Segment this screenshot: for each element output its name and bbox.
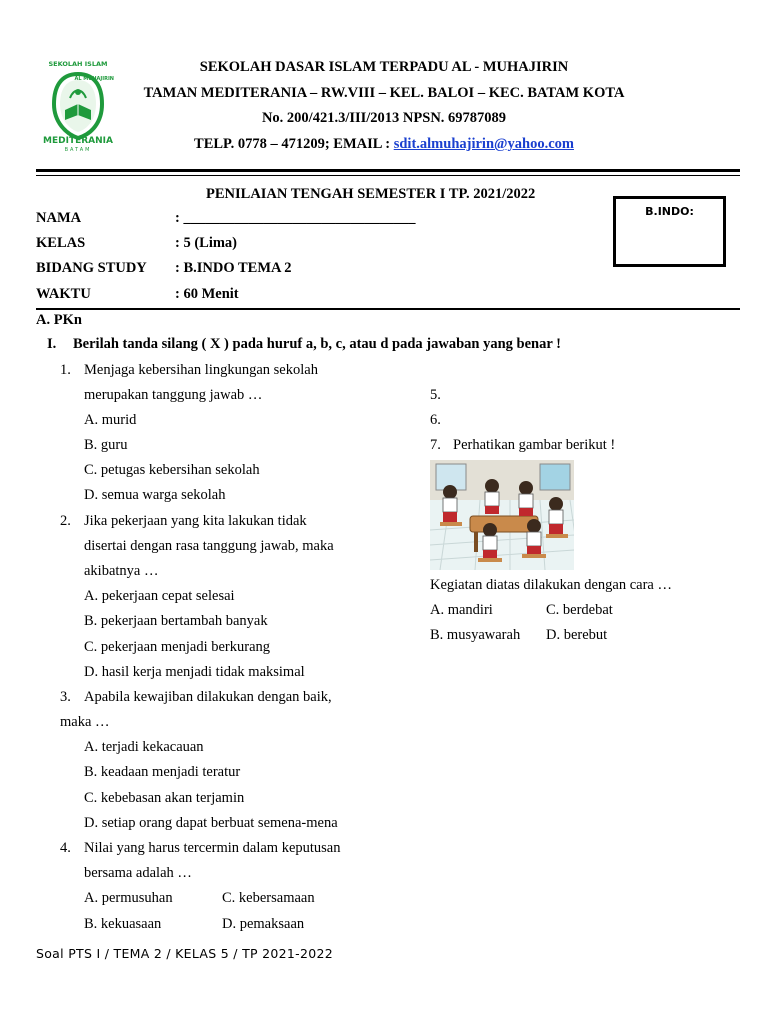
instruction-text: Berilah tanda silang ( X ) pada huruf a, b, c, atau d pada jawaban yang benar ! bbox=[73, 336, 561, 352]
question-5-number: 5. bbox=[430, 387, 441, 403]
question-7-illustration bbox=[430, 460, 574, 570]
info-rule bbox=[36, 308, 740, 310]
question-3-text-line1: Apabila kewajiban dilakukan dengan baik, bbox=[84, 689, 332, 705]
question-2-text-line2: disertai dengan rasa tanggung jawab, maka bbox=[84, 538, 334, 554]
email-link[interactable]: sdit.almuhajirin@yahoo.com bbox=[393, 136, 574, 152]
question-3-option-b[interactable]: B. keadaan menjadi teratur bbox=[84, 764, 241, 780]
field-label-kelas: KELAS bbox=[36, 235, 86, 251]
question-4-option-c[interactable]: C. kebersamaan bbox=[222, 890, 315, 906]
score-box[interactable] bbox=[613, 196, 726, 267]
question-3-number: 3. bbox=[60, 689, 71, 705]
question-4-number: 4. bbox=[60, 840, 71, 856]
school-contact bbox=[0, 136, 768, 153]
field-value-kelas: : 5 (Lima) bbox=[175, 235, 238, 251]
exam-title: PENILAIAN TENGAH SEMESTER I TP. 2021/2022 bbox=[206, 186, 536, 202]
question-1-option-b[interactable]: B. guru bbox=[84, 437, 128, 453]
header-rule-thin bbox=[36, 175, 740, 176]
logo-top-text: SEKOLAH ISLAM bbox=[48, 60, 108, 68]
question-2-option-c[interactable]: C. pekerjaan menjadi berkurang bbox=[84, 639, 271, 655]
header-rule-thick bbox=[36, 169, 740, 172]
question-7-option-b[interactable]: B. musyawarah bbox=[430, 627, 521, 643]
question-2-text-line1: Jika pekerjaan yang kita lakukan tidak bbox=[84, 513, 307, 529]
question-2-number: 2. bbox=[60, 513, 71, 529]
question-6-number: 6. bbox=[430, 412, 441, 428]
question-1-text-line2: merupakan tanggung jawab … bbox=[84, 387, 263, 403]
school-address: TAMAN MEDITERANIA – RW.VIII – KEL. BALOI – KEC. BATAM KOTA bbox=[143, 85, 625, 101]
question-7-number: 7. bbox=[430, 437, 441, 453]
question-4-option-a[interactable]: A. permusuhan bbox=[84, 890, 173, 906]
field-value-bidang-study: : B.INDO TEMA 2 bbox=[175, 260, 292, 276]
question-4-text-line1: Nilai yang harus tercermin dalam keputusan bbox=[84, 840, 341, 856]
question-2-option-d[interactable]: D. hasil kerja menjadi tidak maksimal bbox=[84, 664, 305, 680]
logo-bottom-sub: BATAM bbox=[64, 147, 92, 153]
question-1-option-a[interactable]: A. murid bbox=[84, 412, 137, 428]
question-3-text-line2: maka … bbox=[60, 714, 110, 730]
question-3-option-d[interactable]: D. setiap orang dapat berbuat semena-mena bbox=[84, 815, 338, 831]
question-4-option-d[interactable]: D. pemaksaan bbox=[222, 916, 305, 932]
page-footer: Soal PTS I / TEMA 2 / KELAS 5 / TP 2021-2022 bbox=[36, 946, 333, 961]
question-1-option-c[interactable]: C. petugas kebersihan sekolah bbox=[84, 462, 260, 478]
question-4-text-line2: bersama adalah … bbox=[84, 865, 192, 881]
question-2-option-a[interactable]: A. pekerjaan cepat selesai bbox=[84, 588, 235, 604]
question-7-option-a[interactable]: A. mandiri bbox=[430, 602, 493, 618]
field-label-waktu: WAKTU bbox=[36, 286, 91, 302]
score-box-label: B.INDO: bbox=[645, 205, 694, 218]
question-7-text-line1: Perhatikan gambar berikut ! bbox=[453, 437, 616, 453]
question-1-option-d[interactable]: D. semua warga sekolah bbox=[84, 487, 226, 503]
field-label-nama: NAMA bbox=[36, 210, 82, 226]
question-4-option-b[interactable]: B. kekuasaan bbox=[84, 916, 162, 932]
question-3-option-a[interactable]: A. terjadi kekacauan bbox=[84, 739, 204, 755]
question-1-number: 1. bbox=[60, 362, 71, 378]
question-7-text-line2: Kegiatan diatas dilakukan dengan cara … bbox=[430, 577, 672, 593]
section-title: A. PKn bbox=[36, 312, 82, 328]
question-7-option-c[interactable]: C. berdebat bbox=[546, 602, 613, 618]
logo-bottom-text: MEDITERANIA bbox=[43, 136, 113, 146]
question-3-option-c[interactable]: C. kebebasan akan terjamin bbox=[84, 790, 245, 806]
question-1-text-line1: Menjaga kebersihan lingkungan sekolah bbox=[84, 362, 318, 378]
instruction-number: I. bbox=[47, 336, 57, 352]
school-name: SEKOLAH DASAR ISLAM TERPADU AL - MUHAJIRIN bbox=[199, 59, 569, 75]
field-value-waktu: : 60 Menit bbox=[175, 286, 239, 302]
question-2-option-b[interactable]: B. pekerjaan bertambah banyak bbox=[84, 613, 268, 629]
logo-arc-text: AL MUHAJIRIN bbox=[74, 76, 114, 82]
field-value-nama[interactable]: : ________________________________ bbox=[175, 210, 416, 226]
question-7-option-d[interactable]: D. berebut bbox=[546, 627, 608, 643]
contact-phone: TELP. 0778 – 471209; EMAIL : bbox=[194, 136, 394, 152]
field-label-bidang-study: BIDANG STUDY bbox=[36, 260, 147, 276]
question-2-text-line3: akibatnya … bbox=[84, 563, 159, 579]
school-registration: No. 200/421.3/III/2013 NPSN. 69787089 bbox=[261, 110, 507, 126]
